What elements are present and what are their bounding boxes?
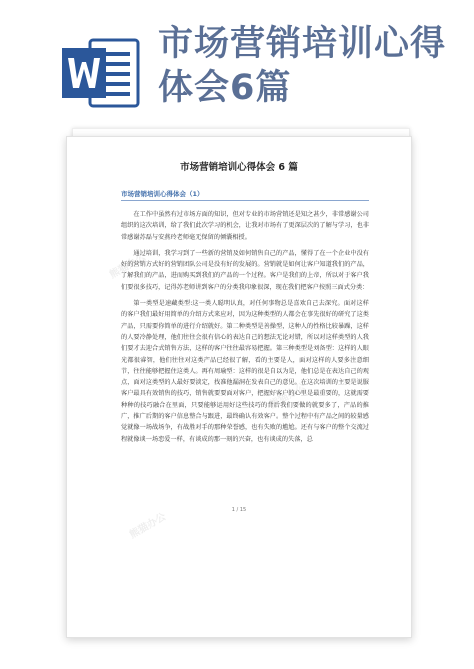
watermark: 熊猫办公 [267, 381, 309, 411]
section-divider [121, 200, 369, 201]
paragraph: 通过培训，我学习到了一些新的营销及如何销售自己的产品，懂得了在一个企业中没有好的营销方式好的营销团队公司是没有好的发展的。营销就是如何让客户知道我们的产品，了解我们的产品，进而购买到我们的产品的一个过程。客户是我们的上帝，所以对于客户我们要很多技巧，记得苏老师讲到客户的分类我印象很深，现在我们把客户按照三面式分类： [121, 249, 369, 291]
section-heading: 市场营销培训心得体会（1） [121, 190, 204, 198]
page-number: 1 / 15 [231, 507, 247, 513]
word-icon [60, 36, 142, 110]
document-body [121, 209, 369, 450]
watermark: 熊猫办公 [107, 251, 149, 281]
paragraph: 在工作中虽然有过市场方面的知识，但对专业的市场营销还是知之甚少，非常感谢公司组织的这次培训，给了我们此次学习的机会，让我对市场有了更深层次的了解与学习，也非常感谢苏磊与安燕玲老师毫无保留的倾囊相授。 [121, 211, 369, 241]
document-title: 市场营销培训心得体会 6 篇 [180, 162, 298, 173]
banner-title: 市场营销培训心得体会6篇 [158, 24, 447, 108]
watermark: 熊猫办公 [127, 511, 169, 541]
banner [0, 0, 474, 120]
front-page[interactable] [66, 136, 412, 638]
paragraph: 第一类型是速藏类型:这一类人聪明认真，对任何事物总是喜欢自己去深究。面对这样的客户我们最好用简单的介绍方式来应对，因为这种类型的人都会在事先很好的研究了这类产品，只需要你简单的进行介绍就好。第二种类型是善操型，这种人的性格比较暴躁，这样的人要冷静处理，他们往往会很有信心的表达自己的想法无论对错，所以对这样类型的人我们要才去迎合式销售方法，这样的客户往往最容易把握。第三种类型是刘备型：这样的人眼光都很睿智，他们往往对这类产品已经很了解，看的主要是人，面对这样的人要多注意细节，往往能够把握住这类人。再有周瑜型：这样的很是自以为是，他们总是在表达自己的观点，面对这类型的人最好要淡定，找准他漏洞在发表自己的意见。在这次培训的主要是说服客户最具有效销售的技巧，销售就要要面对客户，把握好客户的心里是最重要的，这就需要种种的技巧融合在里面，只要能够运用好这些技巧的背后我们要做的就要多了，产品的推广，推广后期的客户信息整合与跟进，最终确认有效客户。整个过程中有产品之间的较量感觉就像一场战场争，有战胜对手的那种荣誉感，也有失败的尴尬。还有与客户的整个交流过程就像谈一场恋爱一样，有谈成的那一刻的兴奋，也有谈成的失落，总 [121, 300, 369, 443]
